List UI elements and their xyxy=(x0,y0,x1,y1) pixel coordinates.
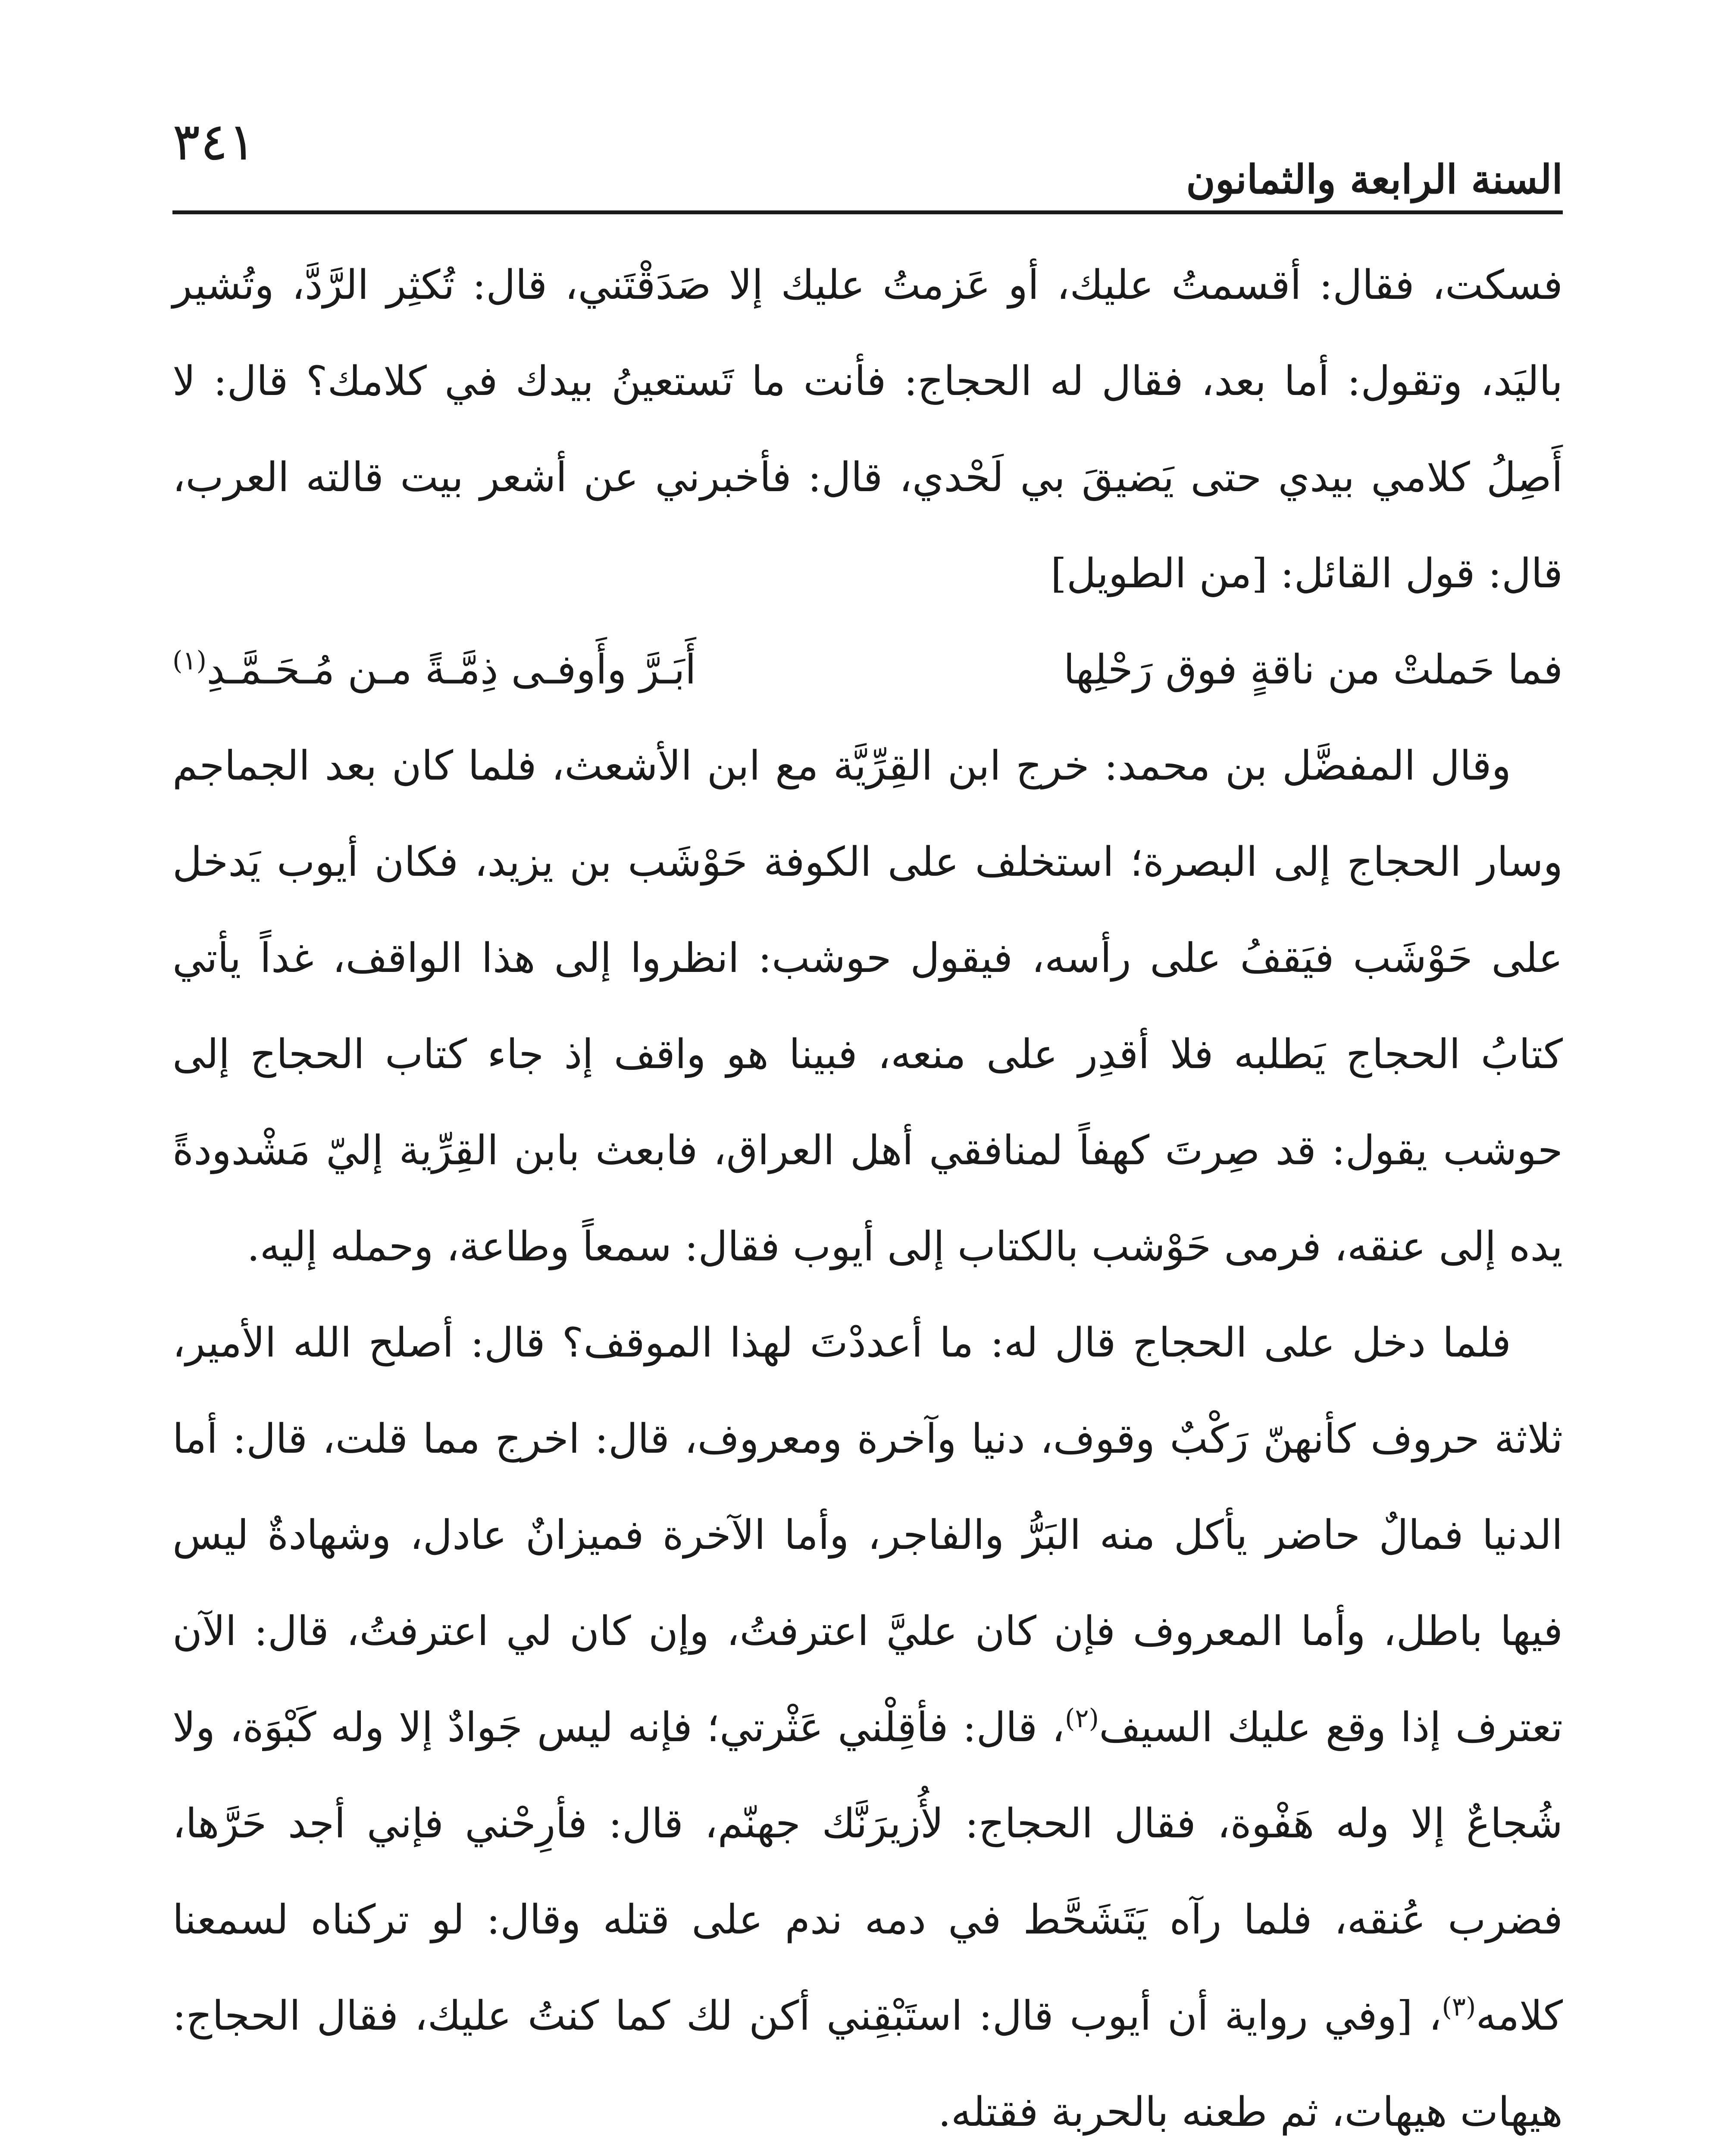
footnote-marker-1: (١) xyxy=(172,646,207,676)
verse-first-hemistich: فما حَملتْ من ناقةٍ فوق رَحْلِها xyxy=(1063,646,1563,693)
footnote-marker-2: (٢) xyxy=(1065,1703,1099,1734)
paragraph-3 xyxy=(172,1295,1563,2156)
verse-second-hemistich xyxy=(172,622,696,718)
poetry-verse xyxy=(172,622,1563,718)
footnote-marker-3: (٣) xyxy=(1442,1992,1476,2022)
running-head-title: السنة الرابعة والثمانون xyxy=(1186,156,1563,203)
paragraph-2: وقال المفضَّل بن محمد: خرج ابن القِرِّيَّة مع ابن الأشعث، فلما كان بعد الجماجم وسار الحجاج إلى البصرة؛ استخلف على الكوفة حَوْشَب بن يزيد، فكان أيوب يَدخل على حَوْشَب فيَقفُ على رأسه، فيقول حوشب: انظروا إلى هذا الواقف، غداً يأتي كتابُ الحجاج يَطلبه فلا أقدِر على منعه، فبينا هو واقف إذ جاء كتاب الحجاج إلى حوشب يقول: قد صِرتَ كهفاً لمنافقي أهل العراق، فابعث بابن القِرِّية إليّ مَشْدودةً يده إلى عنقه، فرمى حَوْشب بالكتاب إلى أيوب فقال: سمعاً وطاعة، وحمله إليه. xyxy=(172,743,1563,1270)
paragraph-3-part-b: ، قال: فأقِلْني عَثْرتي؛ فإنه ليس جَوادٌ إلا وله كَبْوَة، ولا شُجاعٌ إلا وله هَفْوة، فقال الحجاج: لأُزيرَنَّك جهنّم، قال: فأرِحْني فإني أجد حَرَّها، فضرب عُنقه، فلما رآه يَتَشَحَّط في دمه ندم على قتله وقال: لو تركناه لسمعنا كلامه xyxy=(172,1704,1563,2040)
paragraph-1: فسكت، فقال: أقسمتُ عليك، أو عَزمتُ عليك إلا صَدَقْتَني، قال: تُكثِر الرَّدَّ، وتُشير باليَد، وتقول: أما بعد، فقال له الحجاج: فأنت ما تَستعينُ بيدك في كلامك؟ قال: لا أَصِلُ كلامي بيدي حتى يَضيقَ بي لَحْدي، قال: فأخبرني عن أشعر بيت قالته العرب، قال: قول القائل: [من الطويل] xyxy=(172,262,1563,597)
header-divider xyxy=(172,210,1563,214)
page-number: ٣٤١ xyxy=(172,112,256,172)
paragraph-3-part-c: ، [وفي رواية أن أيوب قال: استَبْقِني أكن لك كما كنتُ عليك، فقال الحجاج: هيهات هيهات، ثم طعنه بالحربة فقتله. xyxy=(172,1993,1563,2136)
main-text xyxy=(172,237,1563,2156)
paragraph-3-part-a: فلما دخل على الحجاج قال له: ما أعددْتَ لهذا الموقف؟ قال: أصلح الله الأمير، ثلاثة حروف كأنهنّ رَكْبٌ وقوف، دنيا وآخرة ومعروف، قال: اخرج مما قلت، قال: أما الدنيا فمالٌ حاضر يأكل منه البَرُّ والفاجر، وأما الآخرة فميزانٌ عادل، وشهادةٌ ليس فيها باطل، وأما المعروف فإن كان عليَّ اعترفتُ، وإن كان لي اعترفتُ، قال: الآن تعترف إذا وقع عليك السيف xyxy=(172,1319,1563,1751)
verse-second-text: أَبَـرَّ وأَوفـى ذِمَّـةً مـن مُـحَـمَّـدِ xyxy=(207,646,696,693)
